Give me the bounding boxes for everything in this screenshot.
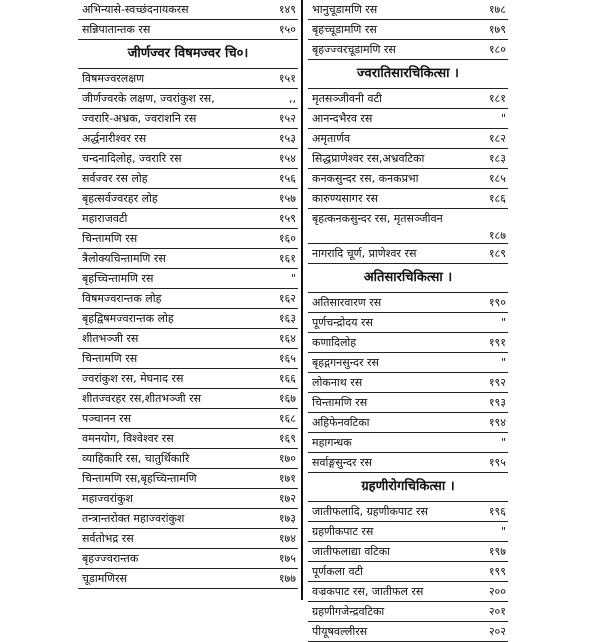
right-column bbox=[308, 0, 508, 642]
index-entry bbox=[78, 229, 298, 249]
page-number: १७९ bbox=[488, 23, 506, 36]
entry-label: व्याहिकारि रस, चातुर्थिकारि bbox=[82, 452, 190, 465]
index-entry bbox=[308, 333, 508, 353]
entry-label: विषमज्वरान्तक लोह bbox=[82, 292, 162, 305]
index-entry bbox=[78, 449, 298, 469]
page-number: १९४ bbox=[488, 416, 506, 429]
index-entry bbox=[308, 502, 508, 522]
page-number: ,, bbox=[289, 92, 296, 105]
index-entry bbox=[308, 20, 508, 40]
page-number: १६० bbox=[278, 232, 296, 245]
page-number: १६१ bbox=[278, 252, 296, 265]
page-number: " bbox=[500, 356, 506, 369]
page-number: १६५ bbox=[278, 352, 296, 365]
page-number: १७५ bbox=[278, 552, 296, 565]
index-entry bbox=[308, 393, 508, 413]
page-number: १७० bbox=[278, 452, 296, 465]
page-number: २०० bbox=[488, 585, 506, 598]
index-entry bbox=[308, 522, 508, 542]
index-entry bbox=[308, 40, 508, 60]
page-number: २०२ bbox=[488, 625, 506, 638]
page-number: २०१ bbox=[488, 605, 506, 618]
index-entry bbox=[78, 329, 298, 349]
index-entry bbox=[308, 293, 508, 313]
page-number: १७२ bbox=[278, 492, 296, 505]
page-number: १८० bbox=[488, 43, 506, 56]
index-entry bbox=[308, 622, 508, 642]
page-number: १९० bbox=[488, 296, 506, 309]
page-number: १५९ bbox=[278, 212, 296, 225]
entry-label: बृहच्चूडामणि रस bbox=[312, 23, 377, 36]
index-entry bbox=[78, 69, 298, 89]
index-entry bbox=[78, 149, 298, 169]
entry-label: सिद्धप्राणेश्वर रस,अभ्रवटिका bbox=[312, 152, 425, 165]
index-entry bbox=[78, 189, 298, 209]
index-entry bbox=[308, 89, 508, 109]
entry-label: जातीफलादि, ग्रहणीकपाट रस bbox=[312, 505, 428, 518]
section-heading: जीर्णज्वर विषमज्वर चि०। bbox=[78, 40, 298, 69]
page-number: १७७ bbox=[278, 572, 296, 585]
page-number: १५७ bbox=[278, 192, 296, 205]
entry-label: विषमज्वरलक्षण bbox=[82, 72, 145, 85]
entry-label: पञ्चानन रस bbox=[82, 412, 132, 425]
entry-label: सर्वज्वर रस लोह bbox=[82, 172, 148, 185]
entry-label: अमृतार्णव bbox=[312, 132, 351, 145]
entry-label: अहिफेनवटिका bbox=[312, 416, 370, 429]
page-number: " bbox=[500, 525, 506, 538]
page-number: १५१ bbox=[278, 72, 296, 85]
page-number: १९१ bbox=[488, 336, 506, 349]
index-entry bbox=[308, 209, 508, 244]
entry-label: अतिसारवारण रस bbox=[312, 296, 382, 309]
page-number: १७८ bbox=[488, 3, 506, 16]
page-number: १९२ bbox=[488, 376, 506, 389]
entry-label: चिन्तामणि रस bbox=[82, 352, 138, 365]
entry-label: मृतसञ्जीवनी वटी bbox=[312, 92, 382, 105]
index-entry bbox=[308, 109, 508, 129]
index-entry bbox=[78, 289, 298, 309]
page-number: १६६ bbox=[278, 372, 296, 385]
entry-label: ज्वरारि-अभ्रक, ज्वराशनि रस bbox=[82, 112, 197, 125]
entry-label: बृहज्ज्वरान्तक bbox=[82, 552, 139, 565]
entry-label: शीतभञ्जी रस bbox=[82, 332, 139, 345]
page-number: १५२ bbox=[278, 112, 296, 125]
column-divider bbox=[301, 0, 303, 600]
entry-label: जीर्णज्वरके लक्षण, ज्वरांकुश रस, bbox=[82, 92, 215, 105]
entry-label: सर्वाङ्गसुन्दर रस bbox=[312, 456, 372, 469]
index-entry bbox=[78, 389, 298, 409]
entry-label: बृहच्चिन्तामणि रस bbox=[82, 272, 154, 285]
page-number: " bbox=[500, 316, 506, 329]
index-entry bbox=[308, 169, 508, 189]
entry-label: ज्वरांकुश रस, मेघनाद रस bbox=[82, 372, 184, 385]
page-number: १४९ bbox=[278, 3, 296, 16]
index-entry bbox=[78, 369, 298, 389]
entry-label: चूडामणिरस bbox=[82, 572, 128, 585]
entry-label: महाराजवटी bbox=[82, 212, 128, 225]
index-entry bbox=[78, 569, 298, 589]
entry-label: अभिन्यासे-स्वच्छंदनायकरस bbox=[82, 3, 189, 16]
entry-label: पूर्णचन्द्रोदय रस bbox=[312, 316, 373, 329]
entry-label: आनन्दभैरव रस bbox=[312, 112, 373, 125]
page-number: १६२ bbox=[278, 292, 296, 305]
entry-label: अर्द्धनारीश्वर रस bbox=[82, 132, 147, 145]
page-number: १९७ bbox=[488, 545, 506, 558]
index-entry bbox=[78, 409, 298, 429]
index-entry bbox=[78, 169, 298, 189]
page-number: १६४ bbox=[278, 332, 296, 345]
page-number: १८२ bbox=[488, 132, 506, 145]
index-entry bbox=[308, 353, 508, 373]
index-entry bbox=[78, 269, 298, 289]
index-entry bbox=[78, 89, 298, 109]
entry-label: वमनयोग, विश्वेश्वर रस bbox=[82, 432, 174, 445]
left-column bbox=[78, 0, 298, 589]
index-entry bbox=[308, 244, 508, 264]
index-entry bbox=[78, 309, 298, 329]
entry-label: जातीफलाद्या वटिका bbox=[312, 545, 390, 558]
index-entry bbox=[78, 509, 298, 529]
index-entry bbox=[78, 469, 298, 489]
page-number: १५३ bbox=[278, 132, 296, 145]
page-number: १५६ bbox=[278, 172, 296, 185]
section-heading: अतिसारचिकित्सा । bbox=[308, 264, 508, 293]
page-number: १६८ bbox=[278, 412, 296, 425]
entry-label: चिन्तामणि रस bbox=[312, 396, 368, 409]
entry-label: बृहज्ज्वरचूडामणि रस bbox=[312, 43, 396, 56]
entry-label: बृहद्विषमज्वरान्तक लोह bbox=[82, 312, 174, 325]
page-number: " bbox=[500, 112, 506, 125]
entry-label: वज्रकपाट रस, जातीफल रस bbox=[312, 585, 424, 598]
page-number: १८९ bbox=[488, 247, 506, 260]
index-entry bbox=[308, 0, 508, 20]
page-number: १८७ bbox=[488, 229, 506, 242]
index-entry bbox=[308, 189, 508, 209]
page-number: १८१ bbox=[488, 92, 506, 105]
entry-label: सन्निपातान्तक रस bbox=[82, 23, 151, 36]
entry-label: बृहत्कनकसुन्दर रस, मृतसञ्जीवन bbox=[312, 212, 443, 225]
index-entry bbox=[78, 0, 298, 20]
page-number: १९५ bbox=[488, 456, 506, 469]
index-entry bbox=[78, 549, 298, 569]
entry-label: ग्रहणीगजेन्द्रवटिका bbox=[312, 605, 385, 618]
section-heading: ज्वरातिसारचिकित्सा । bbox=[308, 60, 508, 89]
index-entry bbox=[78, 209, 298, 229]
entry-label: सर्वतोभद्र रस bbox=[82, 532, 134, 545]
index-entry bbox=[78, 529, 298, 549]
index-entry bbox=[308, 433, 508, 453]
index-entry bbox=[78, 249, 298, 269]
page-number: १८३ bbox=[488, 152, 506, 165]
entry-label: चन्दनादिलोह, ज्वरारि रस bbox=[82, 152, 182, 165]
entry-label: पूर्णकला वटी bbox=[312, 565, 363, 578]
index-entry bbox=[78, 129, 298, 149]
index-entry bbox=[308, 542, 508, 562]
index-entry bbox=[78, 349, 298, 369]
entry-label: तन्त्रान्तरोक्त महाज्वरांकुश bbox=[82, 512, 185, 525]
page-number: १७३ bbox=[278, 512, 296, 525]
index-entry bbox=[308, 373, 508, 393]
entry-label: शीतज्वरहर रस,शीतभञ्जी रस bbox=[82, 392, 202, 405]
index-entry bbox=[78, 20, 298, 40]
index-entry bbox=[308, 582, 508, 602]
entry-label: नागरादि चूर्ण, प्राणेश्वर रस bbox=[312, 247, 417, 260]
page-number: १८५ bbox=[488, 172, 506, 185]
entry-label: लोकनाथ रस bbox=[312, 376, 363, 389]
page-number: १६७ bbox=[278, 392, 296, 405]
page-number: १९६ bbox=[488, 505, 506, 518]
entry-label: त्रैलोक्यचिन्तामणि रस bbox=[82, 252, 166, 265]
index-entry bbox=[308, 313, 508, 333]
index-entry bbox=[308, 562, 508, 582]
index-entry bbox=[78, 109, 298, 129]
page-number: १५४ bbox=[278, 152, 296, 165]
page-number: " bbox=[290, 272, 296, 285]
entry-label: भानुचूडामणि रस bbox=[312, 3, 378, 16]
page-number: १९९ bbox=[488, 565, 506, 578]
page-number: १८६ bbox=[488, 192, 506, 205]
page-number: १९३ bbox=[488, 396, 506, 409]
page-number: १६९ bbox=[278, 432, 296, 445]
entry-label: कारुण्यसागर रस bbox=[312, 192, 378, 205]
index-entry bbox=[308, 149, 508, 169]
page-number: १७१ bbox=[278, 472, 296, 485]
index-entry bbox=[308, 413, 508, 433]
page-number: " bbox=[500, 436, 506, 449]
section-heading: ग्रहणीरोगचिकित्सा । bbox=[308, 473, 508, 502]
entry-label: महाज्वरांकुश bbox=[82, 492, 133, 505]
index-entry bbox=[308, 453, 508, 473]
entry-label: पीयूषवल्लीरस bbox=[312, 625, 368, 638]
index-entry bbox=[78, 429, 298, 449]
page-number: १७४ bbox=[278, 532, 296, 545]
entry-label: चिन्तामणि रस,बृहच्चिन्तामणि bbox=[82, 472, 197, 485]
index-entry bbox=[78, 489, 298, 509]
entry-label: कनकसुन्दर रस, कनकप्रभा bbox=[312, 172, 419, 185]
entry-label: कणादिलोह bbox=[312, 336, 357, 349]
page-number: १६३ bbox=[278, 312, 296, 325]
entry-label: बृहत्सर्वज्वरहर लोह bbox=[82, 192, 158, 205]
index-entry bbox=[308, 129, 508, 149]
page-number: १५० bbox=[278, 23, 296, 36]
entry-label: बृहद्गगनसुन्दर रस bbox=[312, 356, 379, 369]
entry-label: महागन्धक bbox=[312, 436, 352, 449]
entry-label: ग्रहणीकपाट रस bbox=[312, 525, 374, 538]
entry-label: चिन्तामणि रस bbox=[82, 232, 138, 245]
index-entry bbox=[308, 602, 508, 622]
